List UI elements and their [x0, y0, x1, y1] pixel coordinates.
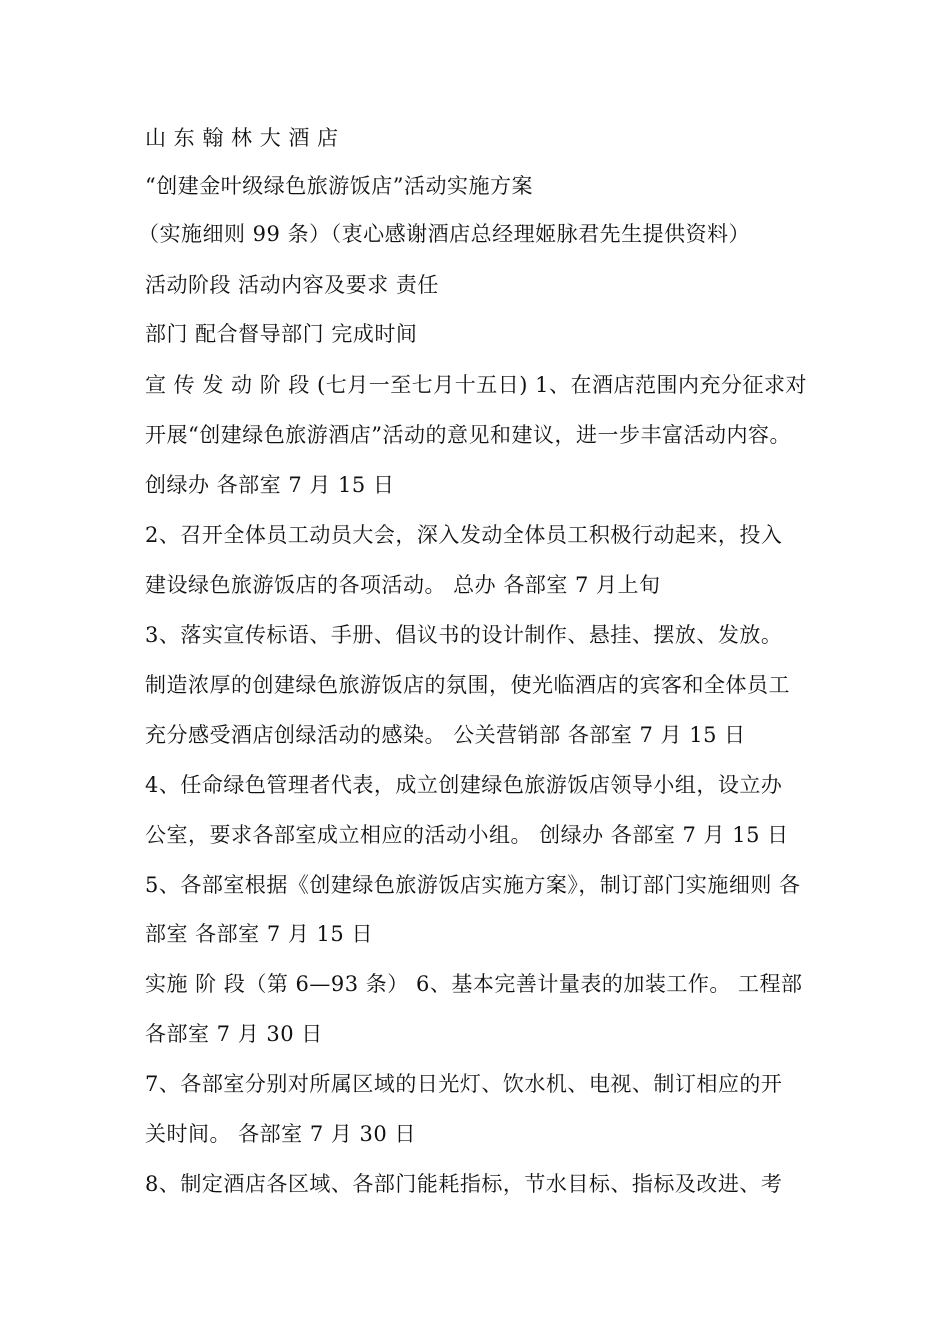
body-line: 建设绿色旅游饭店的各项活动。 总办 各部室 7 月上旬	[145, 573, 661, 597]
body-line: 5、各部室根据《创建绿色旅游饭店实施方案》，制订部门实施细则 各	[145, 873, 801, 897]
plan-title: “创建金叶级绿色旅游饭店”活动实施方案	[145, 174, 533, 198]
body-line: 实施 阶 段（第 6—93 条） 6、基本完善计量表的加装工作。 工程部	[145, 972, 803, 996]
body-line: 关时间。 各部室 7 月 30 日	[145, 1122, 416, 1146]
body-line: 充分感受酒店创绿活动的感染。 公关营销部 各部室 7 月 15 日	[145, 723, 746, 747]
body-line: 部室 各部室 7 月 15 日	[145, 922, 373, 946]
body-line: 开展“创建绿色旅游酒店”活动的意见和建议，进一步丰富活动内容。	[145, 423, 791, 447]
body-line: 2、召开全体员工动员大会，深入发动全体员工积极行动起来，投入	[145, 523, 783, 547]
body-line: 宣 传 发 动 阶 段 (七月一至七月十五日) 1、在酒店范围内充分征求对	[145, 373, 807, 397]
table-header-line-2: 部门 配合督导部门 完成时间	[145, 322, 418, 346]
hotel-name: 山 东 翰 林 大 酒 店	[145, 126, 339, 150]
body-line: 7、各部室分别对所属区域的日光灯、饮水机、电视、制订相应的开	[145, 1072, 783, 1096]
body-line: 公室，要求各部室成立相应的活动小组。 创绿办 各部室 7 月 15 日	[145, 823, 789, 847]
plan-subtitle: （实施细则 99 条）（衷心感谢酒店总经理姬脉君先生提供资料）	[138, 222, 751, 246]
body-line: 8、制定酒店各区域、各部门能耗指标，节水目标、指标及改进、考	[145, 1172, 783, 1196]
body-line: 3、落实宣传标语、手册、倡议书的设计制作、悬挂、摆放、发放。	[145, 623, 783, 647]
body-line: 4、任命绿色管理者代表，成立创建绿色旅游饭店领导小组，设立办	[145, 773, 783, 797]
body-line: 制造浓厚的创建绿色旅游饭店的氛围，使光临酒店的宾客和全体员工	[145, 673, 790, 697]
table-header-line-1: 活动阶段 活动内容及要求 责任	[145, 273, 439, 297]
body-line: 创绿办 各部室 7 月 15 日	[145, 473, 395, 497]
body-line: 各部室 7 月 30 日	[145, 1022, 323, 1046]
